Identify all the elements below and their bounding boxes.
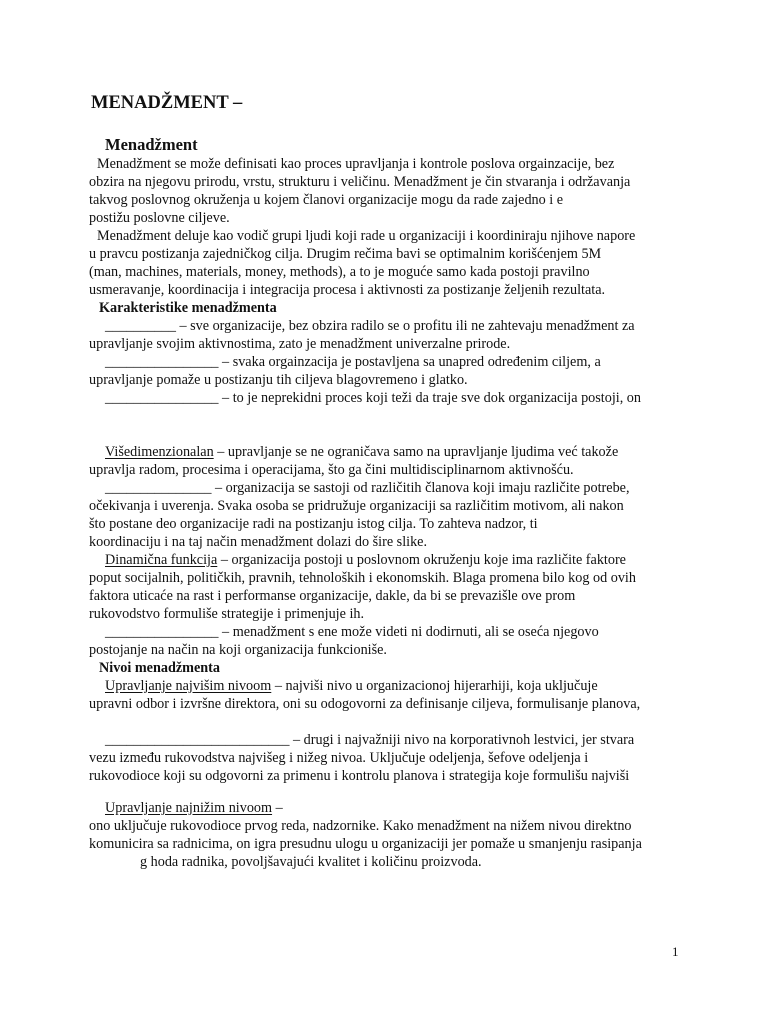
paragraph-line: Menadžment se može definisati kao proces upravljanja i kontrole poslova orgainzacije, bez <box>97 156 615 172</box>
paragraph-line: rukovodstvo formuliše strategije i primenjuje ih. <box>89 606 365 622</box>
paragraph-line: (man, machines, materials, money, methods), a to je moguće samo kada postoji pravilno <box>89 264 590 280</box>
term-definition: – upravljanje se ne ograničava samo na upravljanje ljudima već takože <box>213 444 619 460</box>
paragraph-line: upravni odbor i izvršne direktora, oni su odogovorni za definisanje ciljeva, formulisanje planova, <box>89 696 641 712</box>
paragraph-line: usmeravanje, koordinacija i integracija procesa i aktivnosti za postizanje željenih rezultata. <box>89 282 606 298</box>
paragraph-line: __________ – sve organizacije, bez obzira radilo se o profitu ili ne zahtevaju menadžment za <box>105 318 635 334</box>
paragraph-line: postojanje na način na koji organizacija funkcioniše. <box>89 642 387 658</box>
paragraph-line: upravljanje svojim aktivnostima, zato je menadžment univerzalne prirode. <box>89 336 511 352</box>
paragraph-line: ono uključuje rukovodioce prvog reda, nadzornike. Kako menadžment na nižem nivou direktno <box>89 818 632 834</box>
paragraph-line: vezu između rukovodstva najvišeg i nižeg nivoa. Uključuje odeljenja, šefove odeljenja i <box>89 750 589 766</box>
term-definition: – najviši nivo u organizacionoj hijerarhiji, koja uključuje <box>271 678 598 694</box>
paragraph-line: obzira na njegovu prirodu, vrstu, strukturu i veličinu. Menadžment je čin stvaranja i održavanja <box>89 174 631 190</box>
paragraph-line: komunicira sa radnicima, on igra presudnu ulogu u organizaciji jer pomaže u smanjenju rasipanja <box>89 836 642 852</box>
paragraph-line: faktora uticaće na rast i performanse organizacije, dakle, da bi se prevazišle ove prom <box>89 588 576 604</box>
paragraph-line: _______________ – organizacija se sastoji od različitih članova koji imaju različite potrebe, <box>105 480 630 496</box>
term-definition: – <box>272 800 283 816</box>
section-heading-nivoi: Nivoi menadžmenta <box>99 660 220 676</box>
paragraph-line: g hoda radnika, povoljšavajući kvalitet i količinu proizvoda. <box>140 854 482 870</box>
paragraph-line <box>105 677 598 695</box>
term-najvisi-nivo: Upravljanje najvišim nivoom <box>105 678 272 694</box>
paragraph-line <box>105 551 626 569</box>
paragraph-line: upravlja radom, procesima i operacijama, što ga čini multidisciplinarnom aktivnošću. <box>89 462 574 478</box>
paragraph-line: rukovodioce koji su odgovorni za primenu i kontrolu planova i strategija koje formulišu najviši <box>89 768 630 784</box>
document-title: MENADŽMENT – <box>91 93 243 113</box>
paragraph-line: poput socijalnih, političkih, pravnih, tehnoloških i ekonomskih. Blaga promena bilo kog od ovih <box>89 570 636 586</box>
term-najnizi-nivo: Upravljanje najnižim nivoom <box>105 800 273 816</box>
paragraph-line: ________________ – menadžment s ene može videti ni dodirnuti, ali se oseća njegovo <box>105 624 599 640</box>
section-heading-menadzment: Menadžment <box>105 135 198 154</box>
term-visedimenzionalan: Višedimenzionalan <box>105 444 214 460</box>
paragraph-line: ________________ – svaka orgainzacija je postavljena sa unapred određenim ciljem, a <box>105 354 601 370</box>
paragraph-line <box>105 443 618 461</box>
term-dinamicna-funkcija: Dinamična funkcija <box>105 552 218 568</box>
term-definition: – organizacija postoji u poslovnom okruženju koje ima različite faktore <box>217 552 626 568</box>
paragraph-line: u pravcu postizanja zajedničkog cilja. Drugim rečima bavi se optimalnim korišćenjem 5M <box>89 246 602 262</box>
section-heading-karakteristike: Karakteristike menadžmenta <box>99 300 277 316</box>
paragraph-line: takvog poslovnog okruženja u kojem članovi organizacije mogu da rade zajedno i e <box>89 192 564 208</box>
paragraph-line <box>105 799 283 817</box>
paragraph-line: koordinaciju i na taj način menadžment dolazi do šire slike. <box>89 534 428 550</box>
paragraph-line: Menadžment deluje kao vodič grupi ljudi koji rade u organizaciji i koordiniraju njihove napore <box>97 228 636 244</box>
paragraph-line: očekivanja i uverenja. Svaka osoba se pridružuje organizaciji sa različitim motivom, ali nakon <box>89 498 624 514</box>
page-number: 1 <box>672 944 679 959</box>
paragraph-line: __________________________ – drugi i najvažniji nivo na korporativnoh lestvici, jer stvara <box>105 732 635 748</box>
paragraph-line: postižu poslovne ciljeve. <box>89 210 230 226</box>
paragraph-line: upravljanje pomaže u postizanju tih ciljeva blagovremeno i glatko. <box>89 372 468 388</box>
paragraph-line: ________________ – to je neprekidni proces koji teži da traje sve dok organizacija postoji, on <box>105 390 641 406</box>
paragraph-line: što postane deo organizacije radi na postizanju istog cilja. To zahteva nadzor, ti <box>89 516 538 532</box>
